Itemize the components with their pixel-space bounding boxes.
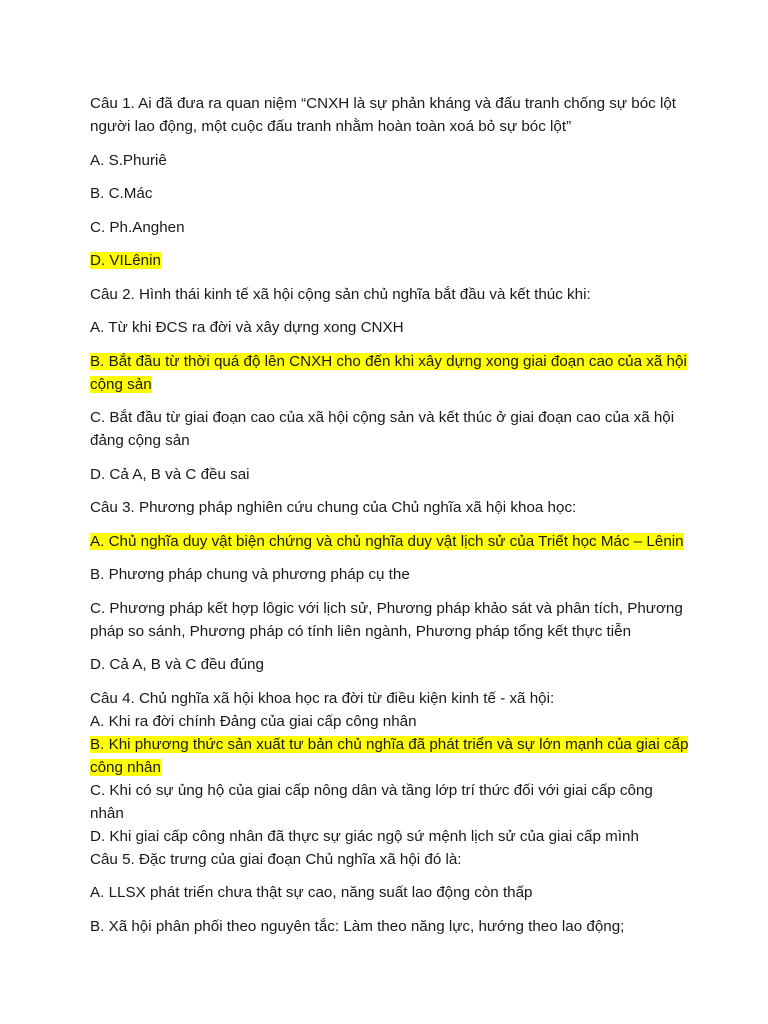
question-4-option-b xyxy=(90,733,690,779)
question-1-text: Câu 1. Ai đã đưa ra quan niệm “CNXH là sự phản kháng và đấu tranh chống sự bóc lột người lao động, một cuộc đấu tranh nhằm hoàn toàn xoá bỏ sự bóc lột” xyxy=(90,95,677,135)
question-4-text: Câu 4. Chủ nghĩa xã hội khoa học ra đời từ điều kiện kinh tế - xã hội: xyxy=(90,689,555,707)
highlighted-answer: D. VILênin xyxy=(90,252,161,269)
question-4-option-c: C. Khi có sự ủng hộ của giai cấp nông dân và tầng lớp trí thức đối với giai cấp công nhân xyxy=(90,781,653,822)
question-2-option-d: D. Cả A, B và C đều sai xyxy=(90,465,250,483)
highlighted-answer: B. Bắt đầu từ thời quá độ lên CNXH cho đến khi xây dựng xong giai đoạn cao của xã hội cộng sản xyxy=(90,352,687,393)
question-5-option-b: B. Xã hội phân phối theo nguyên tắc: Làm theo năng lực, hướng theo lao động; xyxy=(90,917,625,935)
question-3-text: Câu 3. Phương pháp nghiên cứu chung của Chủ nghĩa xã hội khoa học: xyxy=(90,499,577,516)
question-3-option-d: D. Cả A, B và C đều đúng xyxy=(90,656,264,673)
question-5-text: Câu 5. Đặc trưng của giai đoạn Chủ nghĩa xã hội đó là: xyxy=(90,850,462,868)
question-5-option-a: A. LLSX phát triển chưa thật sự cao, năng suất lao động còn thấp xyxy=(90,884,533,901)
question-4-option-a: A. Khi ra đời chính Đảng của giai cấp công nhân xyxy=(90,712,417,730)
question-2-option-a: A. Từ khi ĐCS ra đời và xây dựng xong CNXH xyxy=(90,319,404,336)
question-2-option-b xyxy=(90,350,690,396)
question-1-option-b: B. C.Mác xyxy=(90,185,153,202)
question-4-option-d: D. Khi giai cấp công nhân đã thực sự giác ngộ sứ mệnh lịch sử của giai cấp mình xyxy=(90,827,639,845)
question-3-option-b: B. Phương pháp chung và phương pháp cụ the xyxy=(90,566,410,583)
question-3-option-a xyxy=(90,530,690,553)
question-1-option-a: A. S.Phuriê xyxy=(90,151,167,169)
question-1-option-c: C. Ph.Anghen xyxy=(90,218,185,236)
highlighted-answer: A. Chủ nghĩa duy vật biện chứng và chủ nghĩa duy vật lịch sử của Triết học Mác – Lênin xyxy=(90,532,684,550)
question-2-option-c: C. Bắt đầu từ giai đoạn cao của xã hội cộng sản và kết thúc ở giai đoạn cao của xã hội đảng cộng sản xyxy=(90,409,675,449)
document-page xyxy=(90,92,690,948)
question-3-option-c: C. Phương pháp kết hợp lôgic với lịch sử, Phương pháp khảo sát và phân tích, Phương pháp so sánh, Phương pháp có tính liên ngành, Phương pháp tổng kết thực tiễn xyxy=(90,599,683,640)
question-2-text: Câu 2. Hình thái kinh tế xã hội cộng sản chủ nghĩa bắt đầu và kết thúc khi: xyxy=(90,285,591,303)
highlighted-answer: B. Khi phương thức sản xuất tư bản chủ nghĩa đã phát triển và sự lớn mạnh của giai cấp công nhân xyxy=(90,735,689,776)
question-1-option-d xyxy=(90,249,690,272)
